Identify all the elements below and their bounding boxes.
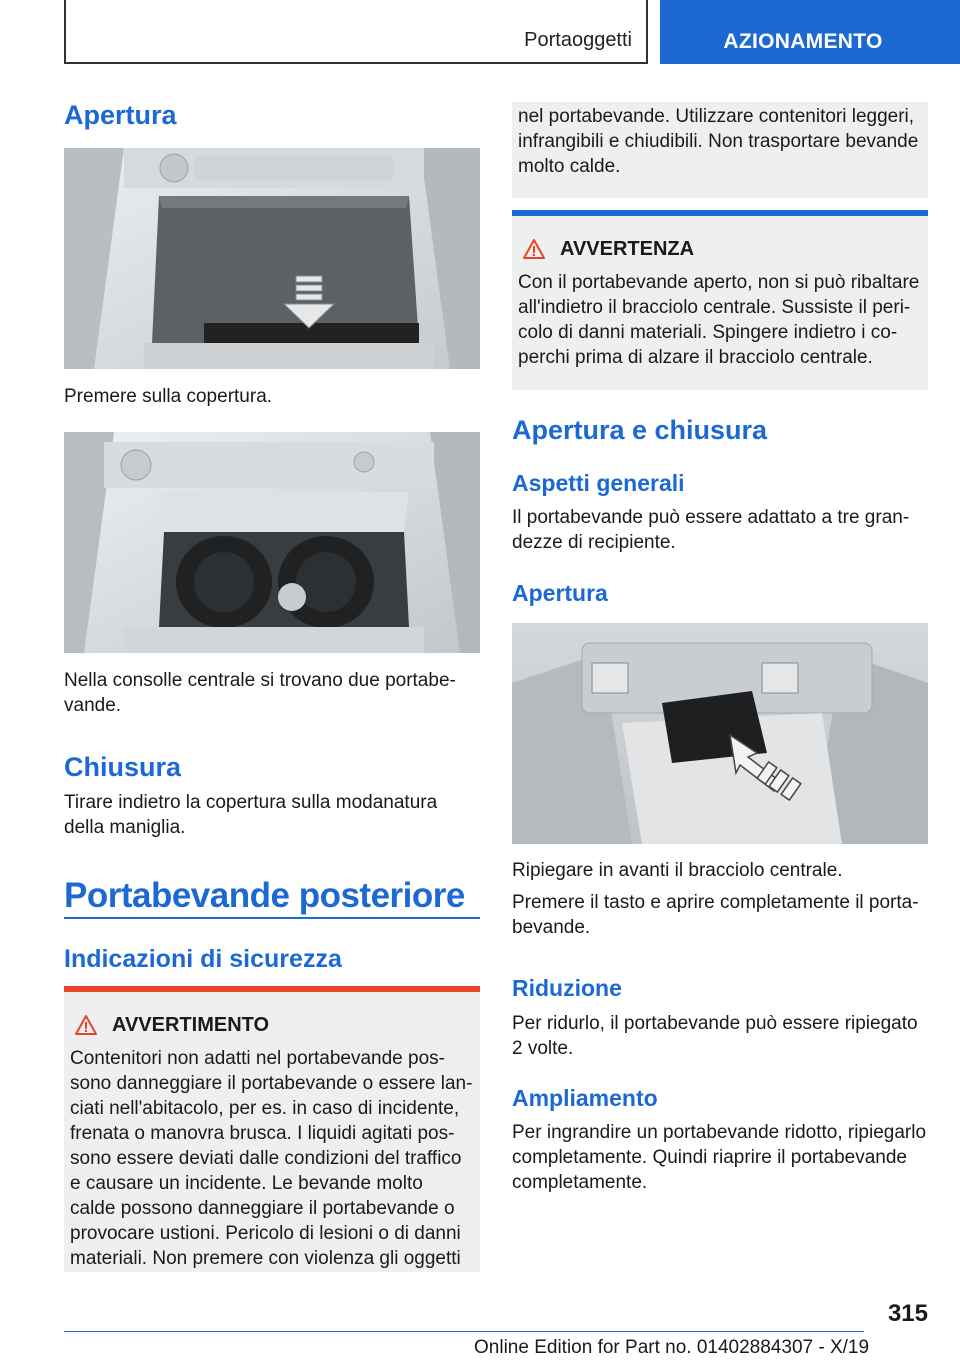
header-section-title: Portaoggetti <box>524 29 632 51</box>
text-chiusura-line-1: Tirare indietro la copertura sulla modanatura <box>64 792 438 813</box>
text-aspetti <box>512 505 928 555</box>
heading-riduzione-text: Riduzione <box>512 975 622 1001</box>
warning-line: nel portabevande. Utilizzare contenitori leggeri, <box>518 106 915 127</box>
heading-aspetti-generali-text: Aspetti generali <box>512 470 685 496</box>
warning-line: all'indietro il bracciolo centrale. Sussiste il peri- <box>518 297 911 318</box>
warning-box-avvertenza <box>512 210 928 390</box>
warning-title: AVVERTIMENTO <box>112 1014 270 1036</box>
text-aspetti-line-1: Il portabevande può essere adattato a tre gran- <box>512 507 910 528</box>
caption-cover-press <box>64 384 480 409</box>
heading-riduzione <box>512 975 928 1002</box>
warning-line: calde possono danneggiare il portabevande o <box>70 1198 455 1219</box>
text-ampliamento-line-2: completamente. Quindi riaprire il portabevande <box>512 1147 907 1168</box>
heading-apertura-chiusura <box>512 415 928 446</box>
text-riduzione <box>512 1011 928 1061</box>
header-chapter-title: AZIONAMENTO <box>723 30 883 53</box>
text-ampliamento <box>512 1120 928 1195</box>
warning-line: perchi prima di alzare il bracciolo centrale. <box>518 347 873 368</box>
text-riduzione-line-1: Per ridurlo, il portabevande può essere ripiegato <box>512 1013 918 1034</box>
warning-line: sono danneggiare il portabevande o essere lan- <box>70 1073 473 1094</box>
warning-line: molto calde. <box>518 156 621 177</box>
photo-open-cupholders <box>64 432 480 653</box>
heading-portabevande-posteriore-text: Portabevande posteriore <box>64 876 465 915</box>
heading-ampliamento <box>512 1085 928 1112</box>
warning-line: Contenitori non adatti nel portabevande pos- <box>70 1048 445 1069</box>
heading-portabevande-posteriore <box>64 876 480 916</box>
caption-two-cupholders-line-2: vande. <box>64 695 122 716</box>
text-ripiegare-line: Ripiegare in avanti il bracciolo centrale. <box>512 860 843 881</box>
warning-line: infrangibili e chiudibili. Non trasportare bevande <box>518 131 919 152</box>
warning-line: ciati nell'abitacolo, per es. in caso di incidente, <box>70 1098 460 1119</box>
warning-line: provocare ustioni. Pericolo di lesioni o di danni <box>70 1223 461 1244</box>
footer-rule <box>64 1331 864 1332</box>
photo-cover-press <box>64 148 480 369</box>
warning-line: e causare un incidente. Le bevande molto <box>70 1173 423 1194</box>
warning-line: colo di danni materiali. Spingere indietro i co- <box>518 322 898 343</box>
photo-rear-armrest <box>512 623 928 844</box>
text-premere-line-2: bevande. <box>512 917 591 938</box>
text-chiusura-line-2: della maniglia. <box>64 817 186 838</box>
warning-line: frenata o manovra brusca. I liquidi agitati pos- <box>70 1123 455 1144</box>
caption-cover-press-text: Premere sulla copertura. <box>64 386 273 407</box>
page-number: 315 <box>887 1300 928 1327</box>
text-premere <box>512 890 928 940</box>
warning-triangle-icon <box>74 1014 98 1036</box>
warning-triangle-icon <box>522 238 546 260</box>
header-section-box <box>64 0 648 64</box>
heading-chiusura-text: Chiusura <box>64 752 182 782</box>
heading-rule <box>64 917 480 919</box>
text-ripiegare <box>512 858 928 883</box>
warning-line: sono essere deviati dalle condizioni del traffico <box>70 1148 462 1169</box>
text-aspetti-line-2: dezze di recipiente. <box>512 532 676 553</box>
heading-indicazioni-sicurezza-text: Indicazioni di sicurezza <box>64 945 342 973</box>
footer-edition: Online Edition for Part no. 01402884307 - X/19 <box>474 1337 870 1358</box>
text-ampliamento-line-1: Per ingrandire un portabevande ridotto, ripiegarlo <box>512 1122 927 1143</box>
heading-chiusura <box>64 752 480 783</box>
heading-apertura-right <box>512 580 928 607</box>
warning-line: materiali. Non premere con violenza gli oggetti <box>70 1248 461 1269</box>
text-ampliamento-line-3: completamente. <box>512 1172 648 1193</box>
heading-indicazioni-sicurezza <box>64 945 480 974</box>
heading-apertura-chiusura-text: Apertura e chiusura <box>512 415 768 445</box>
header-chapter-tab[interactable] <box>660 0 960 64</box>
warning-line: Con il portabevande aperto, non si può ribaltare <box>518 272 920 293</box>
text-chiusura <box>64 790 480 840</box>
warning-box-continued <box>512 102 928 198</box>
warning-body <box>70 1046 480 1271</box>
text-premere-line-1: Premere il tasto e aprire completamente il porta- <box>512 892 919 913</box>
warning-box-avvertimento <box>64 986 480 1272</box>
caption-two-cupholders <box>64 668 480 718</box>
warning2-title: AVVERTENZA <box>560 238 695 260</box>
warning2-body <box>518 270 928 370</box>
warning-bar-blue <box>512 210 928 216</box>
heading-aspetti-generali <box>512 470 928 497</box>
caption-two-cupholders-line-1: Nella consolle centrale si trovano due portabe- <box>64 670 456 691</box>
warning-body-continued <box>518 104 928 179</box>
warning-bar-red <box>64 986 480 992</box>
text-riduzione-line-2: 2 volte. <box>512 1038 574 1059</box>
heading-apertura-right-text: Apertura <box>512 580 608 606</box>
heading-apertura <box>64 100 480 131</box>
heading-apertura-text: Apertura <box>64 100 177 130</box>
heading-ampliamento-text: Ampliamento <box>512 1085 658 1111</box>
